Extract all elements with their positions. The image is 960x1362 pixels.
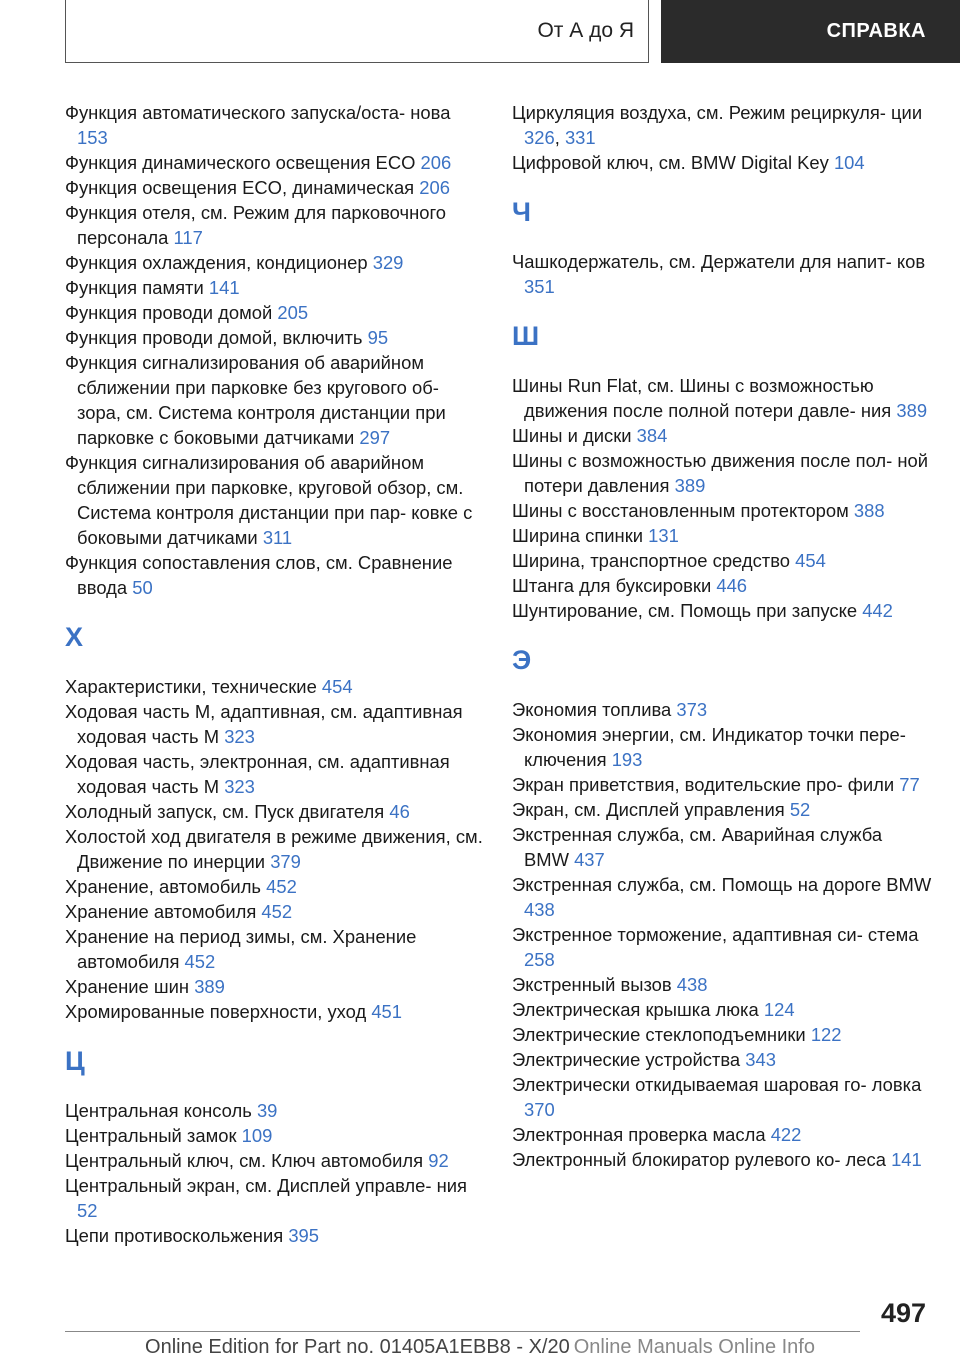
index-entry-text: Ходовая часть M, адаптивная, см. адаптивная ходовая часть M	[65, 701, 463, 747]
index-entry	[65, 674, 485, 699]
index-entry-text: Шунтирование, см. Помощь при запуске	[512, 600, 858, 621]
page-link[interactable]: 122	[810, 1024, 842, 1045]
index-entry-text: Холодный запуск, см. Пуск двигателя	[65, 801, 385, 822]
index-entry	[512, 1122, 932, 1147]
section-title: От А до Я	[537, 19, 634, 42]
index-entry-text: Характеристики, технические	[65, 676, 317, 697]
index-entry-text: Штанга для буксировки	[512, 575, 712, 596]
index-entry	[65, 874, 485, 899]
index-entry-text: Экран, см. Дисплей управления	[512, 799, 785, 820]
page-link[interactable]: 379	[270, 851, 301, 872]
page-link[interactable]: 141	[208, 277, 240, 298]
index-entry-text: Чашкодержатель, см. Держатели для напит- ков	[512, 251, 926, 272]
index-entry-text: Электронный блокиратор рулевого ко- леса	[512, 1149, 886, 1170]
page-link[interactable]: 438	[524, 899, 555, 920]
index-entry	[65, 999, 485, 1024]
page-link[interactable]: 323	[224, 726, 255, 747]
index-entry	[512, 1022, 932, 1047]
index-entry-text: Функция динамического освещения ECO	[65, 152, 416, 173]
index-entry-text: Цифровой ключ, см. BMW Digital Key	[512, 152, 829, 173]
index-entry	[512, 598, 932, 623]
index-entry-text: Функция проводи домой	[65, 302, 273, 323]
index-entry-text: Хранение на период зимы, см. Хранение автомобиля	[65, 926, 417, 972]
index-entry	[65, 974, 485, 999]
index-entry	[65, 699, 485, 749]
index-entry	[65, 300, 485, 325]
index-entry	[65, 924, 485, 974]
index-letter-heading: Х	[65, 622, 84, 652]
page-link[interactable]: 323	[224, 776, 255, 797]
page-link[interactable]: 141	[891, 1149, 922, 1170]
index-entry-text: Циркуляция воздуха, см. Режим рециркуля- ции	[512, 102, 923, 123]
page-link[interactable]: 52	[789, 799, 811, 820]
page-link[interactable]: 311	[262, 527, 293, 548]
index-entry-text: Экстренный вызов	[512, 974, 672, 995]
index-entry-text: Функция освещения ECO, динамическая	[65, 177, 415, 198]
index-entry-text: Функция проводи домой, включить	[65, 327, 363, 348]
page-link[interactable]: 131	[648, 525, 679, 546]
index-entry-text: Центральный ключ, см. Ключ автомобиля	[65, 1150, 424, 1171]
index-entry-text: Ширина спинки	[512, 525, 644, 546]
index-entry-text: Хромированные поверхности, уход	[65, 1001, 367, 1022]
page-link[interactable]: 77	[899, 774, 920, 795]
footer-site: Online Manuals Online Info	[573, 1336, 815, 1358]
page-link[interactable]: 206	[420, 152, 452, 173]
index-entry-text: Функция автоматического запуска/оста- нова	[65, 102, 451, 123]
page-link[interactable]: 422	[770, 1124, 802, 1145]
index-entry	[512, 498, 932, 523]
page-link[interactable]: 442	[862, 600, 893, 621]
page-link[interactable]: 452	[184, 951, 216, 972]
index-entry-text: Шины и диски	[512, 425, 632, 446]
page-link[interactable]: 395	[288, 1225, 319, 1246]
index-letter-heading: Э	[512, 645, 532, 675]
index-entry	[65, 550, 485, 600]
index-letter-heading: Ч	[512, 197, 531, 227]
index-entry	[512, 1047, 932, 1072]
index-entry	[512, 772, 932, 797]
page-link[interactable]: 389	[194, 976, 225, 997]
page-link[interactable]: 437	[574, 849, 605, 870]
index-entry	[512, 797, 932, 822]
page-link[interactable]: 258	[524, 949, 555, 970]
index-column-left	[65, 100, 485, 1248]
index-entry-text: Центральный экран, см. Дисплей управле- ния	[65, 1175, 468, 1196]
index-entry	[65, 1148, 485, 1173]
index-entry-text: Электронная проверка масла	[512, 1124, 766, 1145]
index-entry	[512, 822, 932, 872]
chapter-tab	[661, 0, 960, 63]
page-link[interactable]: 370	[524, 1099, 555, 1120]
index-entry-text: Электрически откидываемая шаровая го- ловка	[512, 1074, 922, 1095]
index-entry	[512, 972, 932, 997]
page-link[interactable]: 52	[77, 1200, 98, 1221]
index-entry	[65, 175, 485, 200]
index-entry-text: Функция сопоставления слов, см. Сравнение ввода	[65, 552, 453, 598]
page-link[interactable]: 117	[173, 227, 203, 248]
index-entry-text: Функция памяти	[65, 277, 204, 298]
page-link[interactable]: 297	[359, 427, 391, 448]
index-entry-text: Электрические стеклоподъемники	[512, 1024, 806, 1045]
page-link[interactable]: 454	[795, 550, 826, 571]
index-entry	[65, 350, 485, 450]
index-entry	[65, 1223, 485, 1248]
index-entry	[512, 997, 932, 1022]
index-entry	[512, 872, 932, 922]
page-link[interactable]: 351	[524, 276, 555, 297]
page-link[interactable]: 343	[745, 1049, 776, 1070]
page-link[interactable]: 109	[241, 1125, 273, 1146]
index-entry	[512, 548, 932, 573]
index-letter-heading: Ш	[512, 321, 540, 351]
index-entry	[65, 1098, 485, 1123]
page-number: 497	[880, 1298, 926, 1328]
index-entry	[65, 1123, 485, 1148]
index-entry-text: Экономия энергии, см. Индикатор точки пере- ключения	[512, 724, 906, 770]
page-link[interactable]: 446	[716, 575, 748, 596]
index-entry-text: Функция отеля, см. Режим для парковочного персонала	[65, 202, 446, 248]
section-tab	[65, 0, 649, 63]
index-entry	[512, 722, 932, 772]
page-link[interactable]: 384	[636, 425, 668, 446]
page-link[interactable]: 206	[419, 177, 450, 198]
index-entry	[65, 275, 485, 300]
index-entry	[512, 423, 932, 448]
page-link[interactable]: 389	[674, 475, 706, 496]
index-entry-text: Электрическая крышка люка	[512, 999, 759, 1020]
index-entry	[512, 697, 932, 722]
index-entry	[65, 899, 485, 924]
page-link[interactable]: 153	[77, 127, 108, 148]
index-entry-text: Функция охлаждения, кондиционер	[65, 252, 368, 273]
index-entry	[65, 250, 485, 275]
index-entry	[65, 824, 485, 874]
page-link[interactable]: 451	[371, 1001, 402, 1022]
index-entry	[65, 100, 485, 150]
index-entry	[65, 200, 485, 250]
index-entry-text: Шины Run Flat, см. Шины с возможностью движения после полной потери давле- ния	[512, 375, 892, 421]
index-entry-text: Электрические устройства	[512, 1049, 741, 1070]
page-link[interactable]: 92	[428, 1150, 449, 1171]
index-entry	[65, 749, 485, 799]
page-link[interactable]: 39	[256, 1100, 278, 1121]
chapter-title: СПРАВКА	[826, 20, 926, 42]
index-letter-heading: Ц	[65, 1046, 85, 1076]
page-link[interactable]: 438	[676, 974, 708, 995]
index-entry	[512, 373, 932, 423]
index-entry	[512, 573, 932, 598]
index-entry	[512, 922, 932, 972]
index-entry-text: Хранение, автомобиль	[65, 876, 262, 897]
page-link[interactable]: 104	[833, 152, 865, 173]
footer-divider	[65, 1331, 860, 1332]
index-entry-text: Шины с возможностью движения после пол- ной потери давления	[512, 450, 929, 496]
index-entry-text: Ширина, транспортное средство	[512, 550, 791, 571]
index-entry-text: Хранение автомобиля	[65, 901, 257, 922]
page-link[interactable]: 124	[763, 999, 795, 1020]
index-entry-text: Холостой ход двигателя в режиме движения, см. Движение по инерции	[65, 826, 483, 872]
page-link[interactable]: 205	[277, 302, 309, 323]
index-entry-text: Экстренная служба, см. Помощь на дороге BMW	[512, 874, 932, 895]
index-entry	[512, 1072, 932, 1122]
index-entry-text: Функция сигнализирования об аварийном сближении при парковке, круговой обзор, см. Система контроля дистанции при пар- ковке с боковыми датчиками	[65, 452, 473, 548]
page-link[interactable]: 50	[132, 577, 153, 598]
index-entry-text: Экстренная служба, см. Аварийная служба BMW	[512, 824, 883, 870]
index-entry-text: Хранение шин	[65, 976, 190, 997]
index-column-right	[512, 100, 932, 1172]
index-entry-text: Центральный замок	[65, 1125, 237, 1146]
index-entry	[512, 249, 932, 299]
index-entry	[65, 450, 485, 550]
index-entry	[512, 448, 932, 498]
index-entry	[512, 1147, 932, 1172]
index-entry	[65, 325, 485, 350]
page-link[interactable]: 193	[611, 749, 643, 770]
page-link[interactable]: 454	[321, 676, 353, 697]
index-entry	[512, 523, 932, 548]
index-entry-text: Экстренное торможение, адаптивная си- стема	[512, 924, 919, 945]
index-entry-text: Ходовая часть, электронная, см. адаптивная ходовая часть M	[65, 751, 450, 797]
footer-edition: Online Edition for Part no. 01405A1EBB8 - X/20	[145, 1336, 570, 1358]
index-entry-text: Шины с восстановленным протектором	[512, 500, 849, 521]
page-link[interactable]: 329	[372, 252, 404, 273]
page-link[interactable]: 452	[266, 876, 297, 897]
index-entry	[65, 150, 485, 175]
page-link[interactable]: 388	[853, 500, 885, 521]
page-link[interactable]: 326	[524, 127, 555, 148]
page-link[interactable]: 373	[676, 699, 708, 720]
index-entry-text: Экран приветствия, водительские про- фили	[512, 774, 895, 795]
index-entry-text: Цепи противоскольжения	[65, 1225, 284, 1246]
index-entry: Циркуляция воздуха, см. Режим рециркуля- ции 326, 331	[512, 102, 923, 148]
index-entry-text: Функция сигнализирования об аварийном сближении при парковке без кругового об- зора, см. Система контроля дистанции при парковке с боковыми датчиками	[65, 352, 446, 448]
page-link[interactable]: 95	[367, 327, 389, 348]
index-entry	[65, 799, 485, 824]
page-link[interactable]: 389	[896, 400, 928, 421]
footer	[0, 1336, 960, 1362]
index-entry-text: Центральная консоль	[65, 1100, 252, 1121]
index-entry	[512, 150, 932, 175]
page-link[interactable]: 46	[389, 801, 410, 822]
page-link[interactable]: 452	[261, 901, 293, 922]
index-entry	[65, 1173, 485, 1223]
page-link[interactable]: 331	[564, 127, 596, 148]
index-entry-text: Экономия топлива	[512, 699, 672, 720]
